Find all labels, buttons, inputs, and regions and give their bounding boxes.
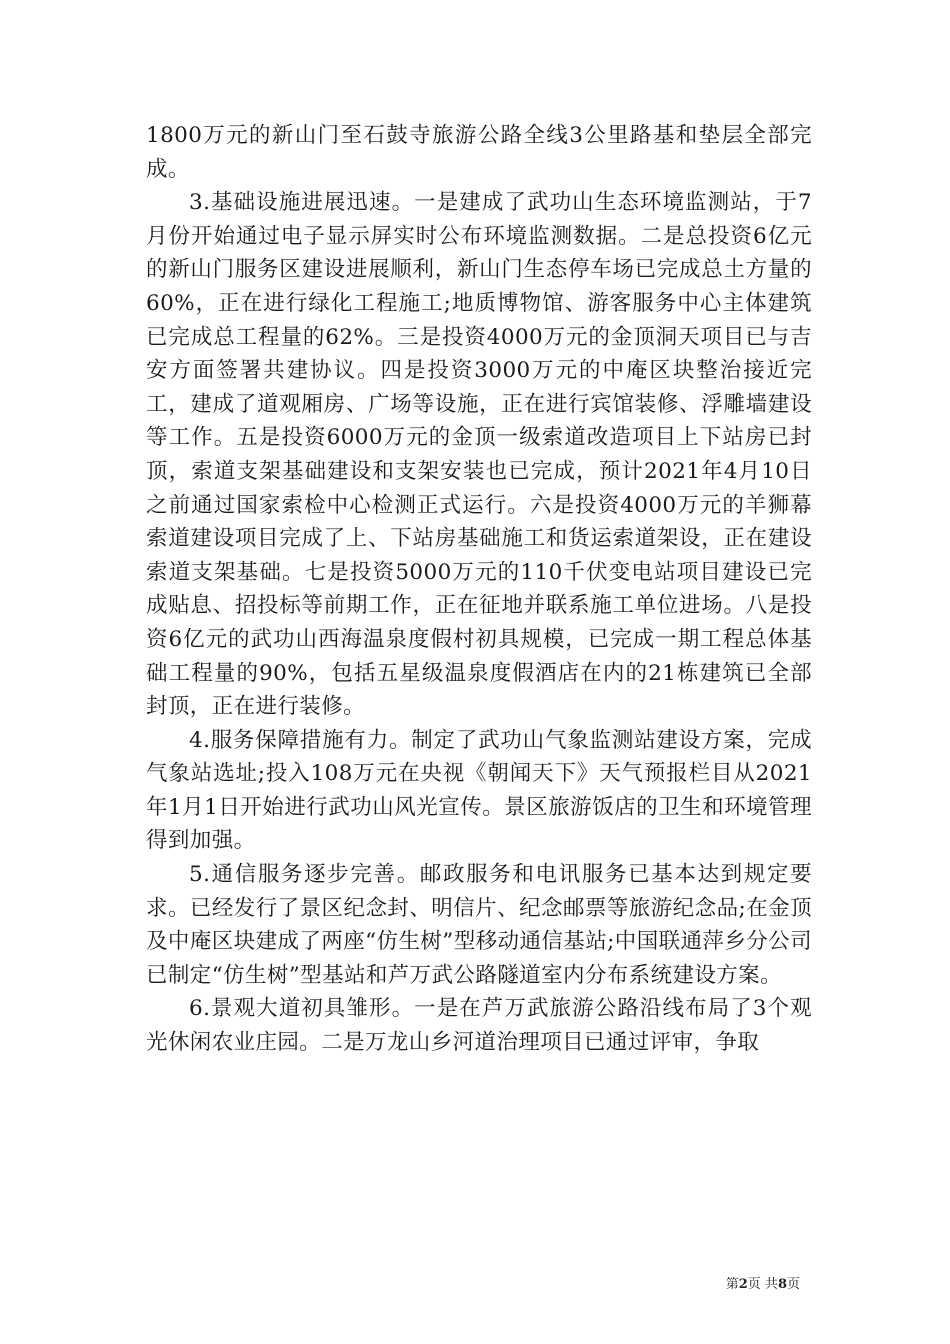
- paragraph-service-guarantee: 4.服务保障措施有力。制定了武功山气象监测站建设方案，完成气象站选址;投入108万元在央视《朝闻天下》天气预报栏目从2021年1月1日开始进行武功山风光宣传。景区旅游饭店的卫生和环境管理得到加强。: [146, 727, 812, 854]
- page-number-footer: [726, 1277, 800, 1293]
- footer-suffix: 页: [786, 1277, 800, 1292]
- paragraph-continuation: 1800万元的新山门至石鼓寺旅游公路全线3公里路基和垫层全部完成。: [146, 123, 812, 182]
- current-page-number: 2: [738, 1277, 748, 1292]
- paragraph-infrastructure: 3.基础设施进展迅速。一是建成了武功山生态环境监测站，于7月份开始通过电子显示屏实时公布环境监测数据。二是总投资6亿元的新山门服务区建设进展顺利，新山门生态停车场已完成总土方量的60%，正在进行绿化工程施工;地质博物馆、游客服务中心主体建筑已完成总工程量的62%。三是投资4000万元的金顶洞天项目已与吉安方面签署共建协议。四是投资3000万元的中庵区块整治接近完工，建成了道观厢房、广场等设施，正在进行宾馆装修、浮雕墙建设等工作。五是投资6000万元的金顶一级索道改造项目上下站房已封顶，索道支架基础建设和支架安装也已完成，预计2021年4月10日之前通过国家索检中心检测正式运行。六是投资4000万元的羊狮幕索道建设项目完成了上、下站房基础施工和货运索道架设，正在建设索道支架基础。七是投资5000万元的110千伏变电站项目建设已完成贴息、招投标等前期工作，正在征地并联系施工单位进场。八是投资6亿元的武功山西海温泉度假村初具规模，已完成一期工程总体基础工程量的90%，包括五星级温泉度假酒店在内的21栋建筑已全部封顶，正在进行装修。: [146, 190, 812, 720]
- paragraph-landscape-avenue: 6.景观大道初具雏形。一是在芦万武旅游公路沿线布局了3个观光休闲农业庄园。二是万龙山乡河道治理项目已通过评审，争取: [146, 996, 812, 1056]
- total-page-number: 8: [777, 1277, 787, 1292]
- paragraph-communication: 5.通信服务逐步完善。邮政服务和电讯服务已基本达到规定要求。已经发行了景区纪念封、明信片、纪念邮票等旅游纪念品;在金顶及中庵区块建成了两座“仿生树”型移动通信基站;中国联通萍乡分公司已制定“仿生树”型基站和芦万武公路隧道室内分布系统建设方案。: [146, 862, 812, 988]
- footer-middle: 页 共: [747, 1277, 778, 1292]
- footer-prefix: 第: [725, 1277, 739, 1292]
- document-body: [146, 119, 812, 1060]
